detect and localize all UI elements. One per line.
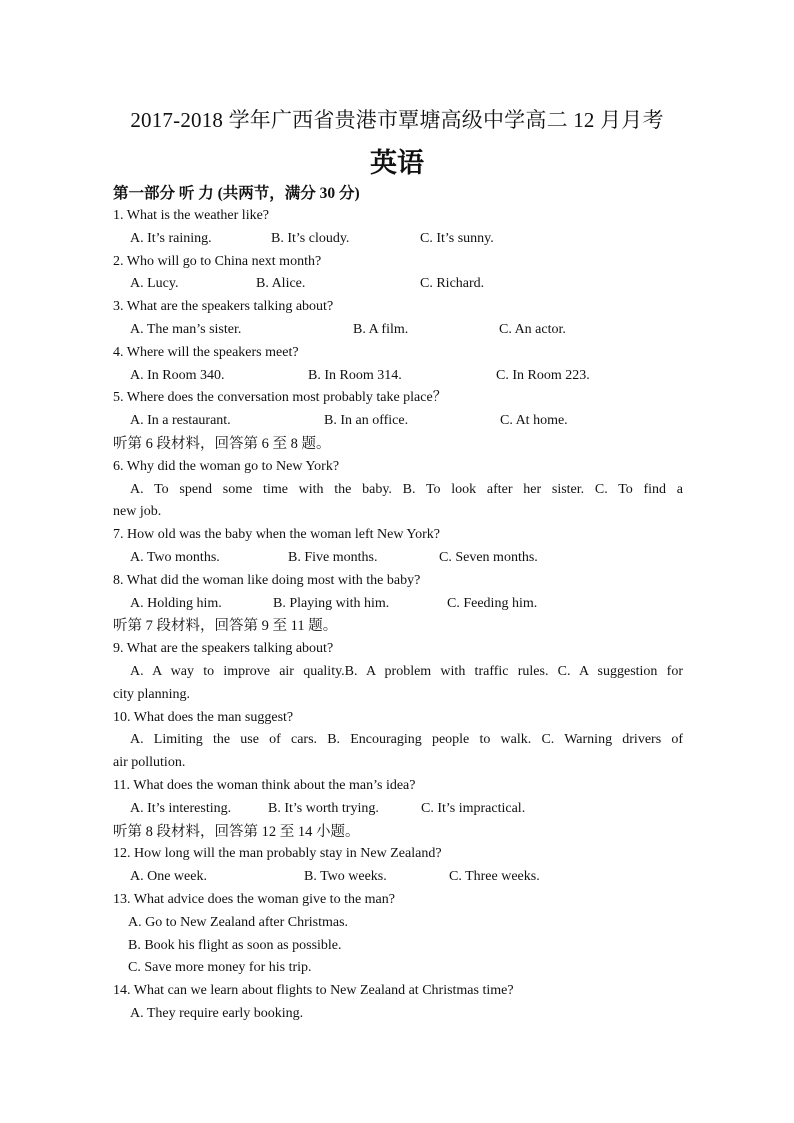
option-b: B. It’s cloudy. (271, 230, 350, 246)
question-stem: 12. How long will the man probably stay in New Zealand? (113, 846, 442, 862)
option-b: B. Book his flight as soon as possible. (128, 937, 342, 953)
option-b: B. Five months. (288, 549, 378, 565)
option-a: A. Go to New Zealand after Christmas. (128, 914, 349, 930)
option-row (113, 593, 683, 616)
option-row (113, 410, 683, 433)
option-continuation: new job. (113, 504, 162, 520)
option-b: B. A film. (353, 321, 409, 337)
option-a: A. In Room 340. (130, 367, 225, 383)
option-continuation: city planning. (113, 686, 190, 702)
option-row (113, 365, 683, 388)
option-c: C. An actor. (499, 321, 566, 337)
question-stem: 13. What advice does the woman give to the man? (113, 891, 395, 907)
section-instruction: 听第 6 段材料，回答第 6 至 8 题。 (113, 435, 331, 452)
option-a: A. It’s interesting. (130, 800, 232, 816)
question-stem: 4. Where will the speakers meet? (113, 344, 299, 360)
option-row (113, 273, 683, 296)
option-b: B. Playing with him. (273, 595, 390, 611)
question-list (113, 205, 683, 1026)
question-stem: 1. What is the weather like? (113, 208, 270, 223)
option-a: A. It’s raining. (130, 230, 212, 246)
section-heading: 第一部分 听 力 (共两节，满分 30 分) (113, 185, 360, 202)
section-instruction: 听第 7 段材料，回答第 9 至 11 题。 (113, 618, 338, 635)
question-stem: 14. What can we learn about flights to New Zealand at Christmas time? (113, 983, 514, 999)
option-c: C. Feeding him. (447, 595, 538, 611)
option-row (113, 866, 683, 889)
option-row: A. Limiting the use of cars. B. Encouraging people to walk. C. Warning drivers of (130, 732, 683, 748)
option-b: B. It’s worth trying. (268, 800, 379, 816)
option-row (113, 798, 683, 821)
section-instruction: 听第 8 段材料，回答第 12 至 14 小题。 (113, 823, 360, 840)
question-stem: 3. What are the speakers talking about? (113, 299, 334, 315)
option-continuation: air pollution. (113, 755, 186, 771)
option-a: A. The man’s sister. (130, 321, 242, 337)
option-b: B. Alice. (256, 276, 306, 292)
option-c: C. It’s sunny. (420, 230, 494, 246)
page-title: 2017-2018 学年广西省贵港市覃塘高级中学高二 12 月月考 (130, 108, 664, 132)
option-a: A. In a restaurant. (130, 413, 231, 429)
option-c: C. In Room 223. (496, 367, 590, 383)
question-stem: 10. What does the man suggest? (113, 709, 294, 725)
question-stem: 7. How old was the baby when the woman left New York? (113, 527, 440, 543)
option-b: B. Two weeks. (304, 869, 387, 885)
question-stem: 6. Why did the woman go to New York? (113, 458, 340, 474)
question-stem: 11. What does the woman think about the man’s idea? (113, 777, 416, 793)
option-row: A. To spend some time with the baby. B. To look after her sister. C. To find a (130, 481, 683, 497)
question-stem: 2. Who will go to China next month? (113, 253, 322, 269)
question-stem: 5. Where does the conversation most probably take place？ (113, 390, 447, 406)
option-a: A. One week. (130, 869, 207, 885)
option-c: C. Richard. (420, 276, 485, 292)
option-row: A. A way to improve air quality.B. A problem with traffic rules. C. A suggestion for (130, 663, 683, 679)
option-a: A. Lucy. (130, 276, 179, 292)
option-b: B. In an office. (324, 413, 409, 429)
option-c: C. It’s impractical. (421, 800, 526, 816)
option-a: A. Holding him. (130, 595, 222, 611)
question-stem: 9. What are the speakers talking about? (113, 641, 334, 657)
option-c: C. At home. (500, 413, 568, 429)
option-row (113, 319, 683, 342)
option-c: C. Three weeks. (449, 869, 540, 885)
option-a: A. They require early booking. (130, 1005, 304, 1021)
option-c: C. Seven months. (439, 549, 538, 565)
option-row (113, 547, 683, 570)
option-b: B. In Room 314. (308, 367, 402, 383)
option-row (113, 228, 683, 251)
option-c: C. Save more money for his trip. (128, 960, 312, 976)
question-stem: 8. What did the woman like doing most with the baby? (113, 572, 421, 588)
option-a: A. Two months. (130, 549, 220, 565)
subject-title: 英语 (370, 148, 424, 178)
